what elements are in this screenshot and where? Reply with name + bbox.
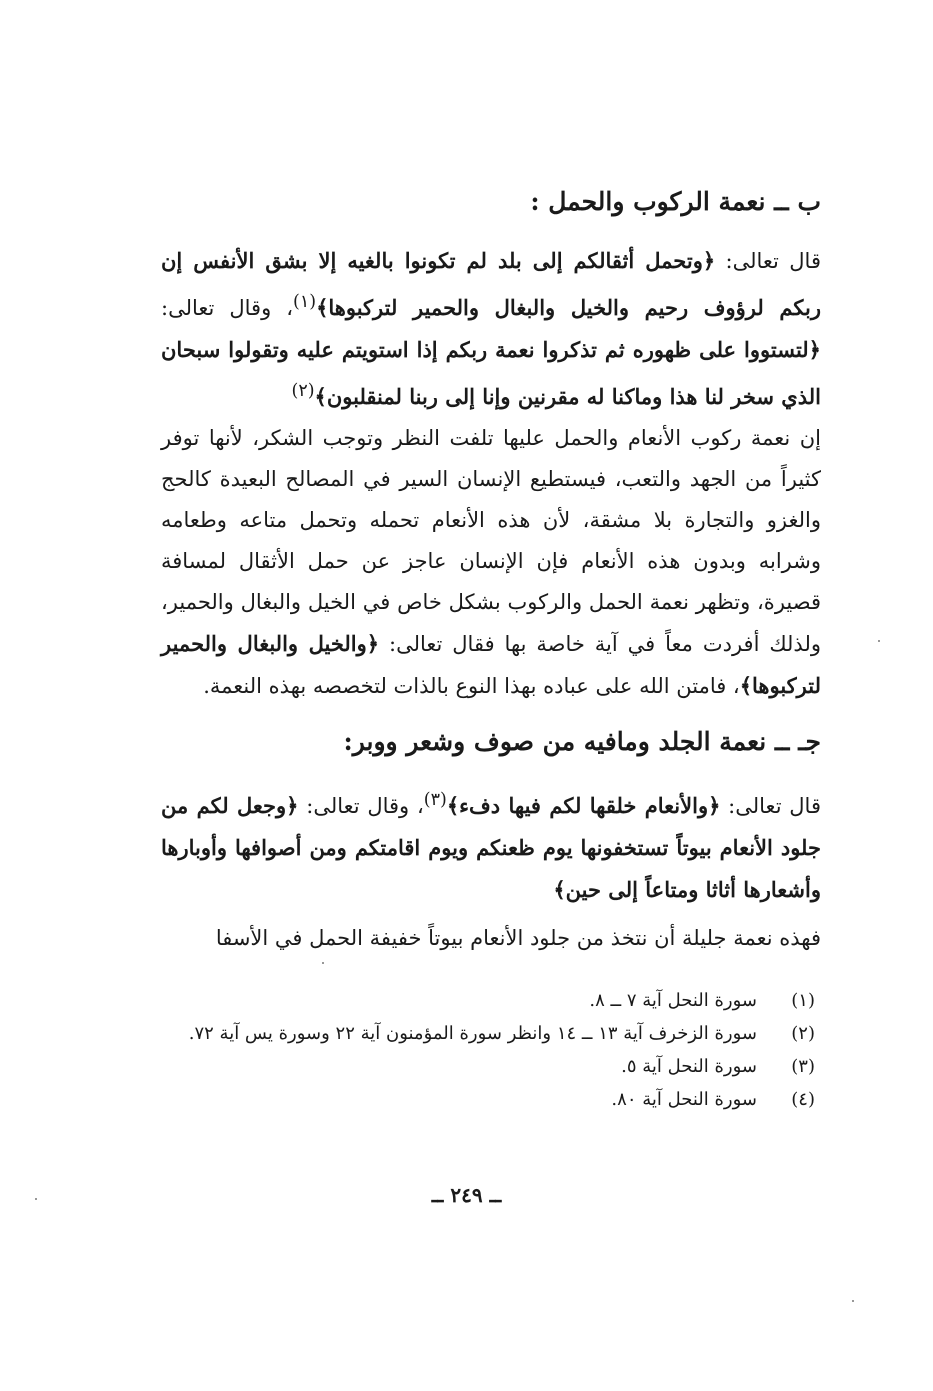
section-c-explanation-paragraph: فهذه نعمة جليلة أن نتخذ من جلود الأنعام بيوتاً خفيفة الحمل في الأسفا	[215, 926, 821, 950]
footnote-text: سورة النحل آية ٥.	[621, 1056, 757, 1077]
footnote-number: (٣)	[791, 1056, 815, 1077]
footnote-ref: (٣)	[423, 790, 447, 810]
footnote-item	[160, 1017, 815, 1050]
quran-verse: ﴿والخيل والبغال والحمير لتركبوها﴾	[161, 631, 821, 698]
scan-speck	[852, 1300, 854, 1302]
quran-verse: ﴿والأنعام خلقها لكم فيها دفء﴾	[446, 793, 721, 818]
section-b-explanation-paragraph	[161, 418, 821, 707]
quran-verse: ﴿وجعل لكم من جلود الأنعام بيوتاً تستخفونها يوم ظعنكم ويوم اقامتكم ومن أصوافها وأوبارها وأشعارها أثاثا ومتاعاً إلى حين﴾	[161, 793, 821, 902]
connector-text: ، وقال تعالى:	[161, 296, 294, 320]
footnote-number: (١)	[791, 990, 815, 1011]
footnote-text: سورة النحل آية ٧ ــ ٨.	[589, 990, 757, 1011]
body-text: إن نعمة ركوب الأنعام والحمل عليها تلفت النظر وتوجب الشكر، لأنها توفر كثيراً من الجهد والتعب، فيستطيع الإنسان السير في المصالح البعيدة كالحج والغزو والتجارة بلا مشقة، لأن هذه الأنعام تحمله وتحمل متاعه وطعامه وشرابه وبدون هذه الأنعام فإن الإنسان عاجز عن حمل الأثقال لمسافة قصيرة، وتظهر نعمة الحمل والركوب بشكل خاص في الخيل والبغال والحمير، ولذلك أفردت معاً في آية خاصة بها فقال تعالى:	[161, 426, 821, 656]
footnote-text: سورة النحل آية ٨٠.	[611, 1089, 757, 1110]
scan-speck	[35, 1198, 37, 1200]
footnote-ref: (٢)	[291, 381, 315, 401]
scan-speck	[322, 962, 324, 964]
footnotes	[160, 984, 815, 1116]
footnote-item	[160, 1050, 815, 1083]
footnote-text: سورة الزخرف آية ١٣ ــ ١٤ وانظر سورة المؤمنون آية ٢٢ وسورة يس آية ٧٢.	[188, 1023, 757, 1044]
section-c-heading: جـ ــ نعمة الجلد ومافيه من صوف وشعر ووبر:	[343, 727, 821, 756]
footnote-item	[160, 1083, 815, 1116]
section-c-quran-paragraph	[161, 780, 821, 911]
quran-verse: ﴿وتحمل أثقالكم إلى بلد لم تكونوا بالغيه إلا بشق الأنفس إن ربكم لرؤوف رحيم والخيل والبغال والحمير لتركبوها﴾	[161, 248, 821, 320]
section-b-heading: ب ــ نعمة الركوب والحمل :	[530, 187, 821, 216]
intro-text: قال تعالى:	[720, 794, 821, 818]
footnote-number: (٢)	[791, 1023, 815, 1044]
page-number: ــ ٢٤٩ ــ	[431, 1183, 502, 1207]
connector-text: ، وقال تعالى:	[298, 794, 424, 818]
scan-speck	[878, 640, 880, 642]
intro-text: قال تعالى:	[715, 249, 821, 273]
footnote-number: (٤)	[791, 1089, 815, 1110]
body-text: ، فامتن الله على عباده بهذا النوع بالذات لتخصصه بهذه النعمة.	[203, 674, 740, 698]
section-b-quran-paragraph	[161, 240, 821, 418]
footnote-item	[160, 984, 815, 1017]
quran-verse: ﴿لتستووا على ظهوره ثم تذكروا نعمة ربكم إذا استويتم عليه وتقولوا سبحان الذي سخر لنا هذا وماكنا له مقرنين وإنا إلى ربنا لمنقلبون﴾	[161, 337, 821, 409]
footnote-ref: (١)	[293, 292, 317, 312]
